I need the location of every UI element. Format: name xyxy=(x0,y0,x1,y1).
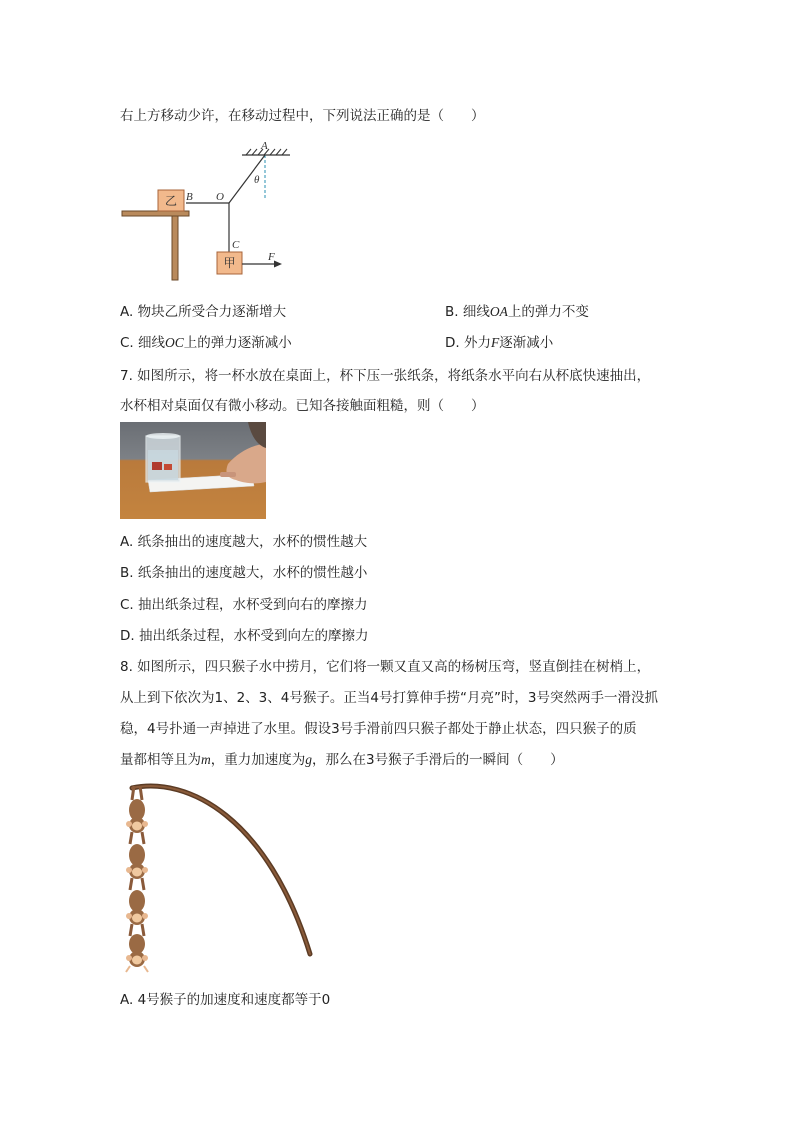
q8-line4-post: ，那么在3号猴子手滑后的一瞬间（ ） xyxy=(312,752,564,768)
q6-option-d-var: F xyxy=(490,335,500,350)
monkey-3 xyxy=(126,878,148,925)
q8-var-m: m xyxy=(201,752,211,767)
q8-option-a[interactable]: A. 4号猴子的加速度和速度都等于0 xyxy=(120,992,331,1008)
q7-stem-line2: 水杯相对桌面仅有微小移动。已知各接触面粗糙，则（ ） xyxy=(120,398,485,414)
q8-stem-line4 xyxy=(120,748,564,768)
block-jia-label: 甲 xyxy=(223,256,236,270)
q8-line4-pre: 量都相等且为 xyxy=(120,752,201,768)
q7-option-a[interactable]: A. 纸条抽出的速度越大，水杯的惯性越大 xyxy=(120,534,368,550)
label-C: C xyxy=(232,239,240,251)
q6-option-d[interactable] xyxy=(445,331,553,351)
q6-option-b[interactable] xyxy=(445,300,589,320)
label-F: F xyxy=(268,251,275,263)
q6-option-d-post: 逐渐减小 xyxy=(499,335,554,351)
label-theta: θ xyxy=(254,174,260,186)
q7-option-c[interactable]: C. 抽出纸条过程，水杯受到向右的摩擦力 xyxy=(120,597,368,613)
label-A: A xyxy=(261,140,268,152)
q8-monkeys-tree-figure xyxy=(118,778,318,978)
monkey-1 xyxy=(126,786,148,833)
block-yi-label: 乙 xyxy=(164,194,178,208)
label-O: O xyxy=(216,191,224,203)
q7-cup-illustration xyxy=(120,422,266,519)
q6-option-c-pre: C. 细线 xyxy=(120,335,166,351)
q6-option-b-pre: B. 细线 xyxy=(445,304,490,320)
q8-line4-mid: ，重力加速度为 xyxy=(210,752,306,768)
q7-option-b[interactable]: B. 纸条抽出的速度越大，水杯的惯性越小 xyxy=(120,565,368,581)
q7-stem-line1: 7. 如图所示，将一杯水放在桌面上，杯下压一张纸条，将纸条水平向右从杯底快速抽出， xyxy=(120,368,651,384)
q6-force-diagram xyxy=(118,138,298,288)
monkey-2 xyxy=(126,832,148,879)
q6-option-c-var: OC xyxy=(165,335,184,350)
label-B: B xyxy=(186,191,193,203)
q6-option-c[interactable] xyxy=(120,331,292,351)
q8-stem-line2: 从上到下依次为1、2、3、4号猴子。正当4号打算伸手捞“月亮”时，3号突然两手一滑没抓 xyxy=(120,690,659,706)
monkey-4 xyxy=(126,924,148,972)
q7-cup-photo xyxy=(120,422,266,519)
q6-stem: 右上方移动少许，在移动过程中，下列说法正确的是（ ） xyxy=(120,108,485,124)
q7-option-d[interactable]: D. 抽出纸条过程，水杯受到向左的摩擦力 xyxy=(120,628,369,644)
q6-option-b-post: 上的弹力不变 xyxy=(507,304,589,320)
q6-option-b-var: OA xyxy=(489,304,508,319)
q8-var-g: g xyxy=(305,752,312,767)
q6-option-a[interactable]: A. 物块乙所受合力逐渐增大 xyxy=(120,304,287,320)
q6-option-c-post: 上的弹力逐渐减小 xyxy=(183,335,292,351)
q8-stem-line3: 稳，4号扑通一声掉进了水里。假设3号手滑前四只猴子都处于静止状态，四只猴子的质 xyxy=(120,721,637,737)
q8-stem-line1: 8. 如图所示，四只猴子水中捞月，它们将一颗又直又高的杨树压弯，竖直倒挂在树梢上， xyxy=(120,659,651,675)
q6-option-d-pre: D. 外力 xyxy=(445,335,491,351)
